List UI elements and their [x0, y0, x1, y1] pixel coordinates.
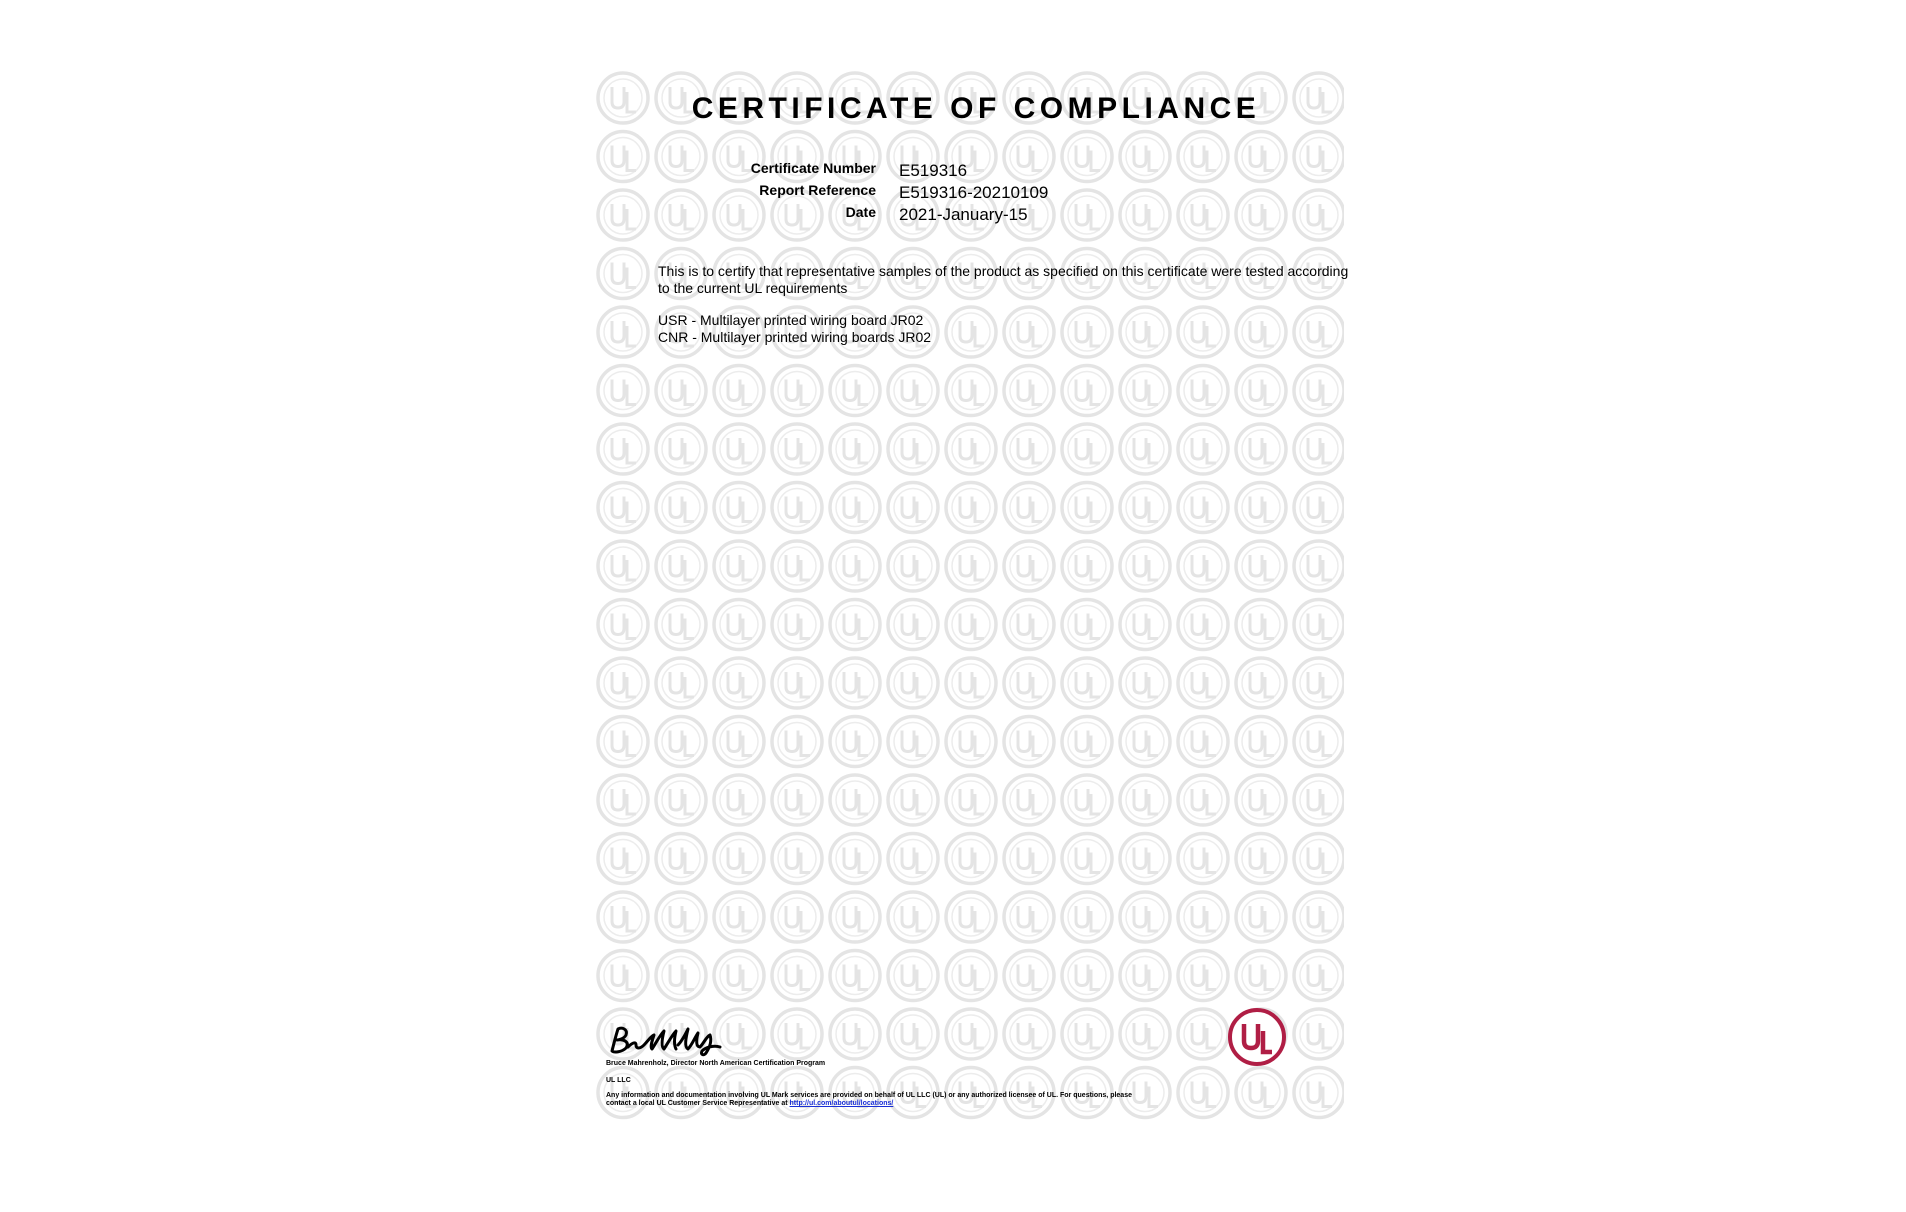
signature [606, 1023, 726, 1059]
footer-disclaimer-line2 [606, 1100, 893, 1107]
report-reference-value: E519316-20210109 [899, 183, 1049, 202]
ul-watermark-pattern [596, 68, 1344, 1126]
certification-statement: This is to certify that representative samples of the product as specified on this certificate were tested according to the current UL requirements [658, 263, 1349, 296]
locations-link[interactable]: http://ul.com/aboutul/locations/ [789, 1100, 894, 1107]
company-name: UL LLC [606, 1077, 631, 1084]
date-value: 2021-January-15 [899, 205, 1028, 224]
footer-disclaimer: Any information and documentation involving UL Mark services are provided on behalf of UL LLC (UL) or any authorized licensee of UL. For questions, please [606, 1092, 1132, 1099]
footer-disclaimer-line2-text: contact a local UL Customer Service Representative at [606, 1100, 788, 1107]
signatory-name: Bruce Mahrenholz, Director North American Certification Program [606, 1060, 826, 1067]
ul-logo-icon [1226, 1006, 1288, 1068]
date-label: Date [845, 204, 876, 220]
product-line-cnr: CNR - Multilayer printed wiring boards JR02 [658, 329, 932, 345]
report-reference-label: Report Reference [759, 182, 876, 198]
certificate-number-label: Certificate Number [750, 160, 876, 176]
product-line-usr: USR - Multilayer printed wiring board JR02 [658, 312, 924, 328]
certificate-title: CERTIFICATE OF COMPLIANCE [691, 92, 1261, 125]
certificate-number-value: E519316 [899, 161, 968, 180]
certificate-page [596, 68, 1349, 1126]
